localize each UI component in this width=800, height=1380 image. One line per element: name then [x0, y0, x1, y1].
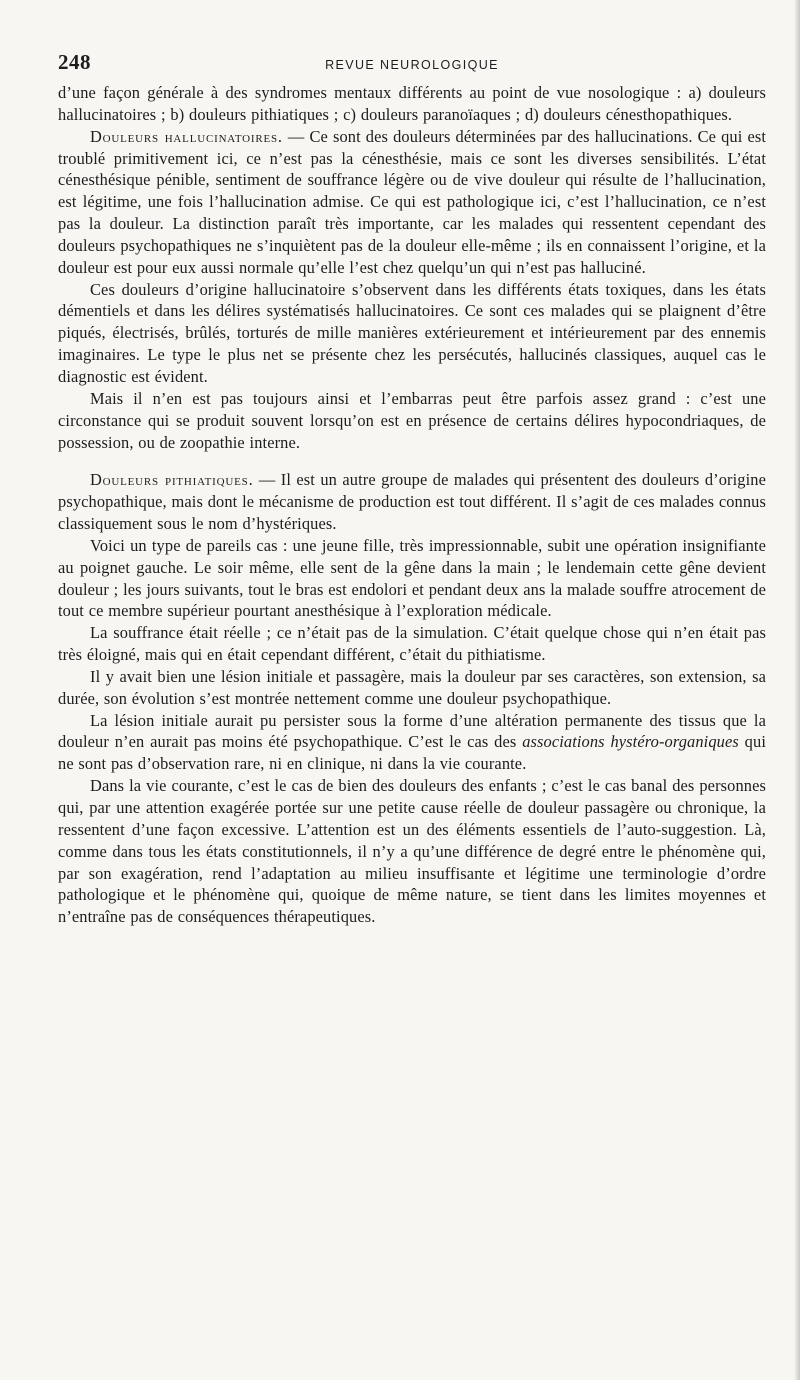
paragraph-10: Dans la vie courante, c’est le cas de bien des douleurs des enfants ; c’est le cas banal des personnes qui, par une attention exagérée portée sur une petite cause réelle de douleur passagère ou chronique, la ressentent d’une façon excessive. L’attention est un des éléments essentiels de l’auto-suggestion. Là, comme dans tous les états constitutionnels, il n’y a qu’une différence de degré entre le phénomène qui, par son exagération, rend l’adaptation au milieu insuffisante et légitime une terminologie d’ordre pathologique et le phénomène qui, quoique de même nature, se tient dans les limites moyennes et n’entraîne pas de conséquences thérapeutiques. [58, 776, 766, 927]
paragraph-2 [58, 126, 766, 279]
page-header [58, 46, 766, 82]
document-page [58, 46, 766, 928]
page-edge-shadow [794, 0, 800, 1380]
paragraph-7: La souffrance était réelle ; ce n’était pas de la simulation. C’était quelque chose qui n’en était pas très éloigné, mais qui en était cependant différent, c’était du pithiatisme. [58, 623, 766, 665]
section-heading-hallucinatoires: Douleurs hallucinatoires. [90, 126, 283, 146]
section-heading-pithiatiques: Douleurs pithiatiques. [90, 470, 254, 490]
paragraph-6: Voici un type de pareils cas : une jeune fille, très impressionnable, subit une opération insignifiante au poignet gauche. Le soir même, elle sent de la gêne dans la main ; le lendemain cette gêne devient douleur ; les jours suivants, tout le bras est endolori et pendant deux ans la malade souffre atrocement de tout ce membre supérieur pourtant anesthésique à l’exploration médicale. [58, 535, 766, 621]
paragraph-9-text-after: qui ne sont pas d’observation rare, ni en clinique, ni dans la vie courante. [58, 732, 766, 774]
paragraph-3: Ces douleurs d’origine hallucinatoire s’observent dans les différents états toxiques, dans les états démentiels et dans les délires systématisés hallucinatoires. Ce sont ces malades qui se plaignent d’être piqués, électrisés, brûlés, torturés de mille manières extérieurement et intérieurement par des ennemis imaginaires. Le type le plus net se présente chez les persécutés, hallucinés classiques, auquel cas le diagnostic est évident. [58, 279, 766, 386]
paragraph-4: Mais il n’en est pas toujours ainsi et l’embarras peut être parfois assez grand : c’est une circonstance qui se produit souvent lorsqu’on est en présence de certains délires hypocondriaques, de possession, ou de zoopathie interne. [58, 388, 766, 452]
paragraph-9-italic-term: associations hystéro-organiques [522, 732, 739, 752]
paragraph-2-text: — Ce sont des douleurs déterminées par des hallucinations. Ce qui est troublé primitivement ici, ce n’est pas la cénesthésie, mais ce sont les diverses sensibilités. L’état cénesthésique pénible, sentiment de souffrance légère ou de vive douleur qui résulte de l’hallucination, est légitime, une fois l’hallucination admise. Ce qui est pathologique ici, c’est l’hallucination, ce n’est pas la douleur. La distinction paraît très importante, car les malades qui ressentent cependant des douleurs psychopathiques ne s’inquiètent pas de la douleur elle-même ; ils en connaissent l’origine, et la douleur est pour eux aussi normale qu’elle l’est chez quelqu’un qui n’est pas halluciné. [58, 126, 767, 277]
body-text [58, 82, 766, 928]
paragraph-1: d’une façon générale à des syndromes mentaux différents au point de vue nosologique : a) douleurs hallucinatoires ; b) douleurs pithiatiques ; c) douleurs paranoïaques ; d) douleurs cénesthopathiques. [58, 83, 766, 124]
running-title: REVUE NEUROLOGIQUE [325, 58, 499, 72]
paragraph-5-text: — Il est un autre groupe de malades qui présentent des douleurs d’origine psychopathique, mais dont le mécanisme de production est tout différent. Il s’agit de ces malades connus classiquement sous le nom d’hystériques. [58, 470, 766, 534]
page-number: 248 [58, 50, 91, 74]
paragraph-9-text-before: La lésion initiale aurait pu persister sous la forme d’une altération permanente des tissus que la douleur n’en aurait pas moins été psychopathique. C’est le cas des [58, 710, 766, 752]
paragraph-8: Il y avait bien une lésion initiale et passagère, mais la douleur par ses caractères, son extension, sa durée, son évolution s’est montrée nettement comme une douleur psychopathique. [58, 666, 766, 708]
paragraph-5 [58, 469, 766, 535]
paragraph-9 [58, 710, 766, 776]
